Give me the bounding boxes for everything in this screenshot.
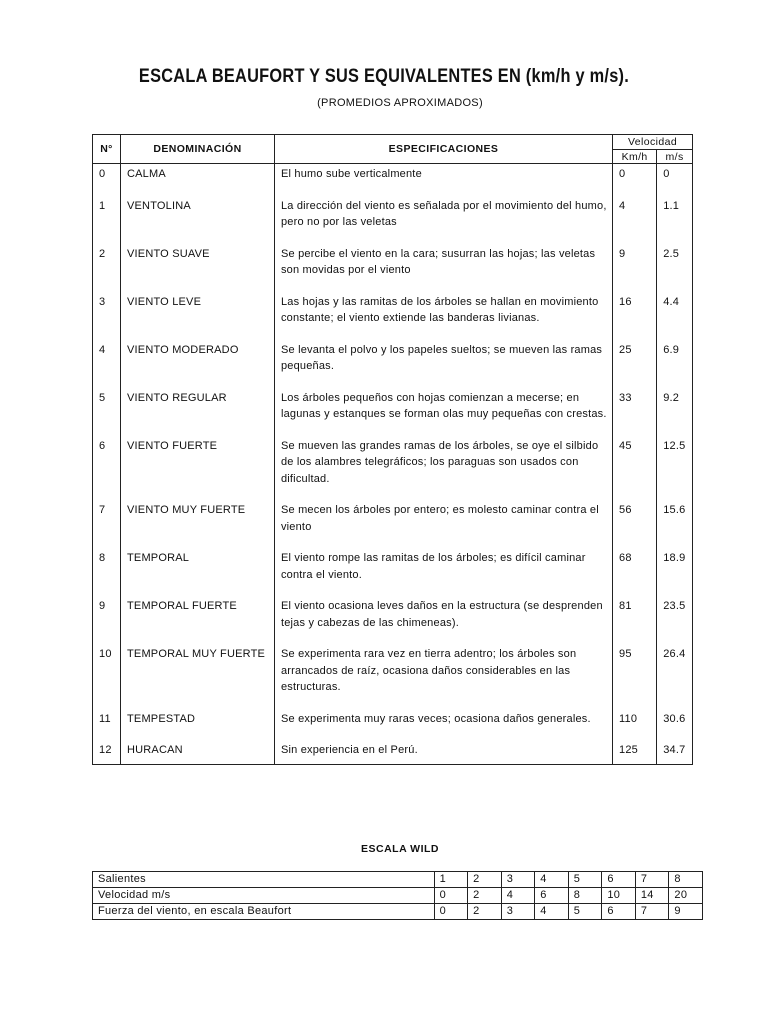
cell-num: 8 — [93, 548, 121, 596]
cell-num: 0 — [93, 164, 121, 196]
cell-ms: 0 — [657, 164, 693, 196]
wild-value: 6 — [602, 872, 636, 888]
table-row — [93, 596, 693, 644]
cell-especificacion: Se mecen los árboles por entero; es molesto caminar contra el viento — [274, 500, 612, 548]
cell-denominacion: CALMA — [120, 164, 274, 196]
cell-ms: 30.6 — [657, 709, 693, 741]
wild-label: Fuerza del viento, en escala Beaufort — [93, 904, 435, 920]
cell-especificacion: Se levanta el polvo y los papeles sueltos; se mueven las ramas pequeñas. — [274, 340, 612, 388]
cell-especificacion: Los árboles pequeños con hojas comienzan a mecerse; en lagunas y estanques se forman olas muy pequeñas con crestas. — [274, 388, 612, 436]
table-row — [93, 388, 693, 436]
wild-value: 0 — [434, 888, 468, 904]
cell-num: 1 — [93, 196, 121, 244]
cell-kmh: 110 — [613, 709, 657, 741]
wild-title: ESCALA WILD — [360, 843, 440, 855]
wild-label: Salientes — [93, 872, 435, 888]
cell-num: 10 — [93, 644, 121, 709]
wild-value: 6 — [535, 888, 569, 904]
cell-denominacion: HURACAN — [120, 740, 274, 764]
cell-kmh: 0 — [613, 164, 657, 196]
cell-kmh: 9 — [613, 244, 657, 292]
cell-kmh: 68 — [613, 548, 657, 596]
cell-especificacion: Se mueven las grandes ramas de los árboles, se oye el silbido de los alambres telegráficos; los paraguas son usados con dificultad. — [274, 436, 612, 501]
wild-value: 7 — [635, 904, 669, 920]
cell-especificacion: Sin experiencia en el Perú. — [274, 740, 612, 764]
cell-num: 5 — [93, 388, 121, 436]
cell-denominacion: VIENTO FUERTE — [120, 436, 274, 501]
header-ms: m/s — [657, 150, 693, 164]
cell-ms: 1.1 — [657, 196, 693, 244]
table-row — [93, 644, 693, 709]
cell-denominacion: TEMPESTAD — [120, 709, 274, 741]
cell-especificacion: Se experimenta muy raras veces; ocasiona daños generales. — [274, 709, 612, 741]
wild-value: 5 — [568, 904, 602, 920]
cell-especificacion: La dirección del viento es señalada por el movimiento del humo, pero no por las veletas — [274, 196, 612, 244]
table-row — [93, 244, 693, 292]
cell-denominacion: TEMPORAL — [120, 548, 274, 596]
beaufort-body — [93, 164, 693, 765]
wild-value: 10 — [602, 888, 636, 904]
cell-denominacion: VIENTO LEVE — [120, 292, 274, 340]
table-row — [93, 340, 693, 388]
cell-ms: 12.5 — [657, 436, 693, 501]
table-row — [93, 436, 693, 501]
wild-value: 20 — [669, 888, 703, 904]
header-num: N° — [93, 135, 121, 164]
wild-value: 2 — [468, 872, 502, 888]
beaufort-table — [92, 134, 693, 765]
cell-ms: 18.9 — [657, 548, 693, 596]
cell-ms: 2.5 — [657, 244, 693, 292]
wild-value: 2 — [468, 904, 502, 920]
wild-row — [93, 904, 703, 920]
cell-denominacion: TEMPORAL FUERTE — [120, 596, 274, 644]
cell-denominacion: VIENTO MUY FUERTE — [120, 500, 274, 548]
cell-num: 2 — [93, 244, 121, 292]
table-row — [93, 292, 693, 340]
wild-value: 14 — [635, 888, 669, 904]
cell-ms: 9.2 — [657, 388, 693, 436]
cell-num: 12 — [93, 740, 121, 764]
wild-value: 5 — [568, 872, 602, 888]
cell-ms: 26.4 — [657, 644, 693, 709]
cell-num: 9 — [93, 596, 121, 644]
cell-kmh: 4 — [613, 196, 657, 244]
wild-value: 4 — [535, 872, 569, 888]
cell-especificacion: El viento rompe las ramitas de los árboles; es difícil caminar contra el viento. — [274, 548, 612, 596]
header-denominacion: DENOMINACIÓN — [120, 135, 274, 164]
wild-value: 9 — [669, 904, 703, 920]
wild-value: 1 — [434, 872, 468, 888]
cell-denominacion: VIENTO MODERADO — [120, 340, 274, 388]
cell-kmh: 16 — [613, 292, 657, 340]
document-subtitle: (PROMEDIOS APROXIMADOS) — [317, 97, 483, 109]
wild-body — [93, 872, 703, 920]
table-row — [93, 740, 693, 764]
cell-num: 7 — [93, 500, 121, 548]
cell-ms: 4.4 — [657, 292, 693, 340]
cell-especificacion: Se percibe el viento en la cara; susurran las hojas; las veletas son movidas por el viento — [274, 244, 612, 292]
wild-value: 0 — [434, 904, 468, 920]
wild-value: 4 — [535, 904, 569, 920]
header-velocidad: Velocidad — [613, 135, 693, 150]
wild-value: 8 — [568, 888, 602, 904]
table-row — [93, 164, 693, 196]
cell-especificacion: Se experimenta rara vez en tierra adentro; los árboles son arrancados de raíz, ocasiona daños considerables en las estructuras. — [274, 644, 612, 709]
cell-especificacion: El viento ocasiona leves daños en la estructura (se desprenden tejas y cabezas de las chimeneas). — [274, 596, 612, 644]
wild-row — [93, 888, 703, 904]
cell-ms: 6.9 — [657, 340, 693, 388]
wild-value: 7 — [635, 872, 669, 888]
wild-value: 3 — [501, 904, 535, 920]
document-title: ESCALA BEAUFORT Y SUS EQUIVALENTES EN (km/h y m/s). — [138, 66, 630, 87]
cell-num: 11 — [93, 709, 121, 741]
cell-denominacion: VIENTO REGULAR — [120, 388, 274, 436]
wild-value: 3 — [501, 872, 535, 888]
header-kmh: Km/h — [613, 150, 657, 164]
table-row — [93, 548, 693, 596]
table-row — [93, 196, 693, 244]
wild-table — [92, 871, 703, 920]
wild-value: 8 — [669, 872, 703, 888]
header-especificaciones: ESPECIFICACIONES — [274, 135, 612, 164]
cell-kmh: 45 — [613, 436, 657, 501]
cell-denominacion: TEMPORAL MUY FUERTE — [120, 644, 274, 709]
cell-especificacion: Las hojas y las ramitas de los árboles se hallan en movimiento constante; el viento extiende las banderas livianas. — [274, 292, 612, 340]
wild-label: Velocidad m/s — [93, 888, 435, 904]
wild-value: 2 — [468, 888, 502, 904]
cell-ms: 34.7 — [657, 740, 693, 764]
wild-row — [93, 872, 703, 888]
cell-kmh: 95 — [613, 644, 657, 709]
cell-kmh: 25 — [613, 340, 657, 388]
cell-especificacion: El humo sube verticalmente — [274, 164, 612, 196]
table-row — [93, 709, 693, 741]
cell-num: 3 — [93, 292, 121, 340]
cell-kmh: 125 — [613, 740, 657, 764]
cell-kmh: 56 — [613, 500, 657, 548]
cell-kmh: 33 — [613, 388, 657, 436]
cell-num: 6 — [93, 436, 121, 501]
table-row — [93, 500, 693, 548]
cell-ms: 15.6 — [657, 500, 693, 548]
cell-num: 4 — [93, 340, 121, 388]
cell-kmh: 81 — [613, 596, 657, 644]
wild-value: 6 — [602, 904, 636, 920]
cell-denominacion: VIENTO SUAVE — [120, 244, 274, 292]
wild-value: 4 — [501, 888, 535, 904]
cell-denominacion: VENTOLINA — [120, 196, 274, 244]
cell-ms: 23.5 — [657, 596, 693, 644]
